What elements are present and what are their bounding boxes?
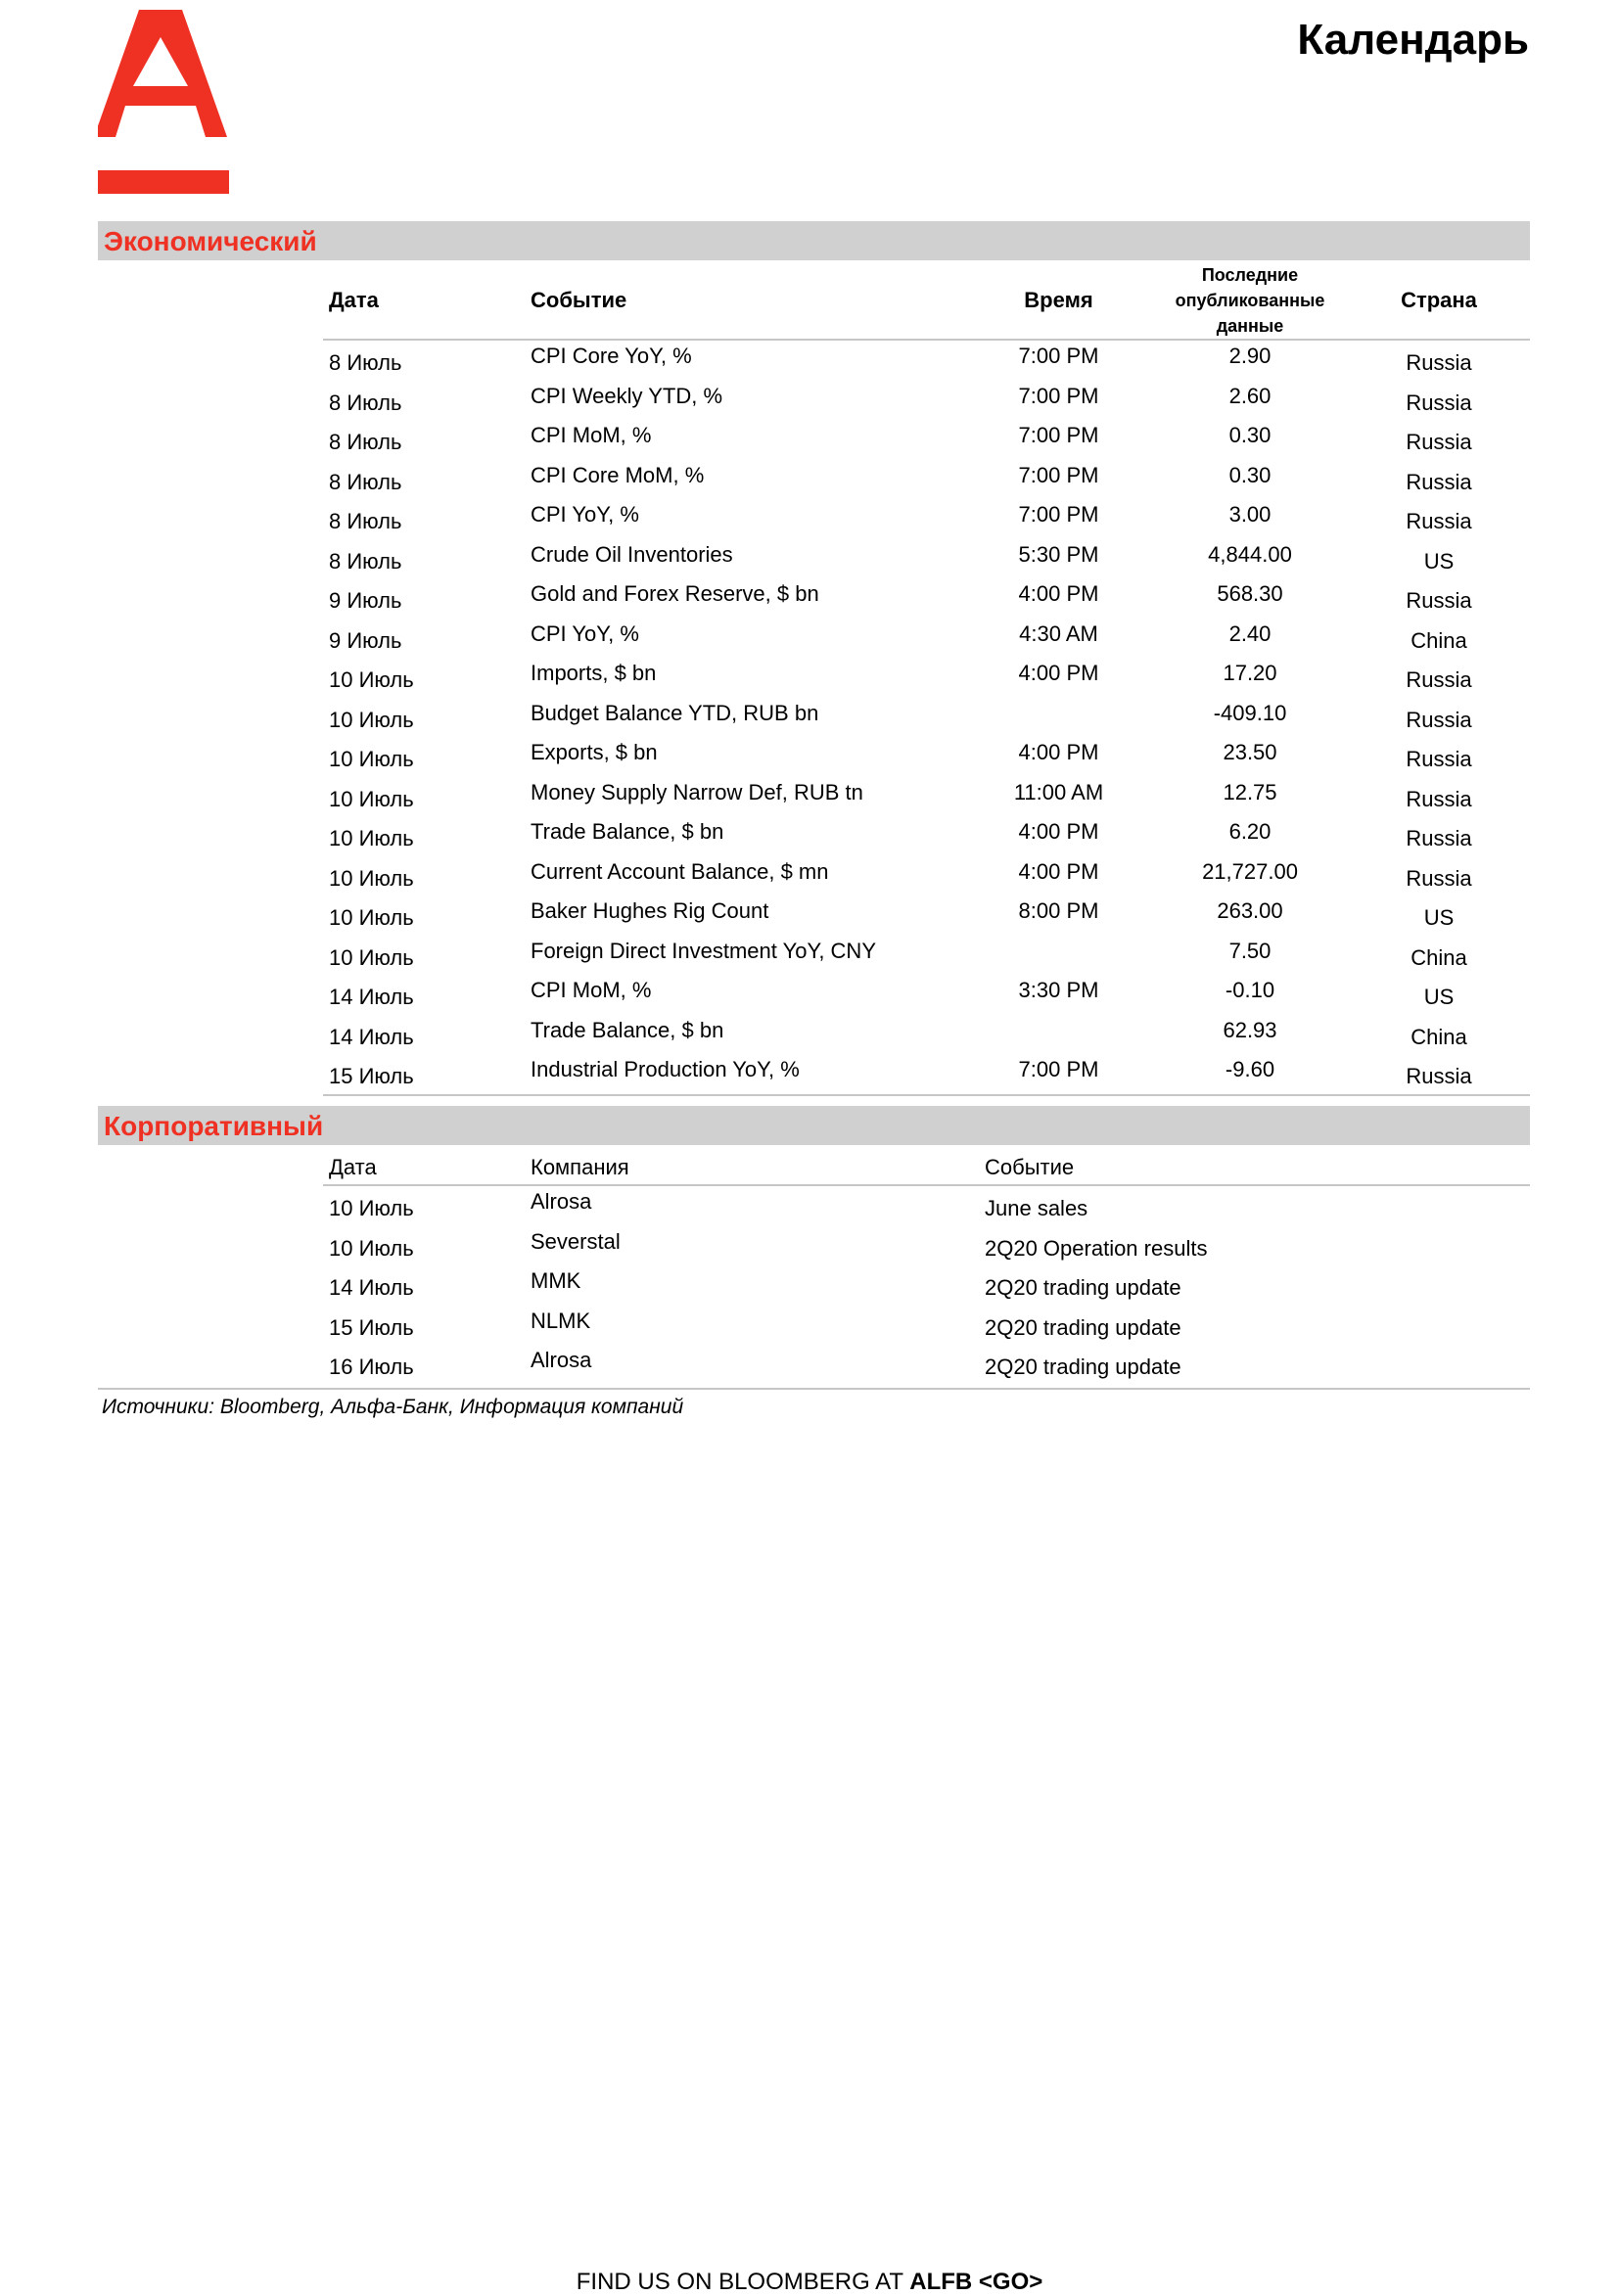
row-country: China xyxy=(1411,627,1467,653)
row-event: CPI YoY, % xyxy=(531,502,639,528)
row-last-value: 21,727.00 xyxy=(1202,858,1298,884)
row-last-value: 4,844.00 xyxy=(1208,541,1292,567)
row-time: 4:00 PM xyxy=(1018,858,1099,884)
row-time xyxy=(965,932,1152,972)
table-bottom-divider xyxy=(98,1388,1530,1390)
row-country: Russia xyxy=(1406,588,1472,614)
column-header-event: Событие xyxy=(525,262,965,340)
economic-header-row xyxy=(323,262,1530,340)
row-event: Crude Oil Inventories xyxy=(531,541,733,567)
row-country: Russia xyxy=(1406,350,1472,376)
table-row xyxy=(323,856,1530,896)
row-date: 10 Июль xyxy=(329,1196,414,1221)
row-date: 16 Июль xyxy=(329,1355,414,1380)
row-date: 8 Июль xyxy=(329,548,402,574)
row-time: 7:00 PM xyxy=(1018,383,1099,408)
row-time: 7:00 PM xyxy=(1018,462,1099,487)
row-date: 10 Июль xyxy=(329,826,414,851)
table-row xyxy=(323,1265,1530,1306)
row-country: Russia xyxy=(1406,469,1472,494)
row-last-value: 2.60 xyxy=(1228,383,1272,408)
row-date: 15 Июль xyxy=(329,1314,414,1340)
economic-section-header xyxy=(98,221,1530,260)
row-country: Russia xyxy=(1406,509,1472,534)
row-last-value: 62.93 xyxy=(1223,1017,1277,1042)
row-date: 8 Июль xyxy=(329,390,402,415)
row-country: Russia xyxy=(1406,747,1472,772)
row-company: Alrosa xyxy=(531,1189,592,1215)
row-company: Severstal xyxy=(531,1228,621,1254)
table-row xyxy=(323,975,1530,1015)
sources-note: Источники: Bloomberg, Альфа-Банк, Информация компаний xyxy=(102,1396,684,1418)
row-date: 8 Июль xyxy=(329,350,402,376)
table-row xyxy=(323,698,1530,738)
row-country: Russia xyxy=(1406,865,1472,891)
footer-text: FIND US ON BLOOMBERG AT xyxy=(576,2269,910,2295)
row-last-value: 0.30 xyxy=(1228,423,1272,448)
row-event: CPI Core MoM, % xyxy=(531,462,705,487)
table-row xyxy=(323,777,1530,817)
row-last-value: 6.20 xyxy=(1228,819,1272,845)
row-country: China xyxy=(1411,1024,1467,1049)
table-row xyxy=(323,499,1530,539)
row-time: 7:00 PM xyxy=(1018,502,1099,528)
row-event: CPI Core YoY, % xyxy=(531,344,692,369)
row-last-value: 263.00 xyxy=(1217,898,1283,924)
row-event: Gold and Forex Reserve, $ bn xyxy=(531,581,819,607)
table-row xyxy=(323,420,1530,460)
row-time: 8:00 PM xyxy=(1018,898,1099,924)
column-header-event: Событие xyxy=(979,1151,1530,1185)
row-event: Budget Balance YTD, RUB bn xyxy=(531,700,819,725)
row-time: 4:00 PM xyxy=(1018,661,1099,686)
row-country: US xyxy=(1423,905,1455,931)
row-event: Baker Hughes Rig Count xyxy=(531,898,769,924)
table-row xyxy=(323,1185,1530,1226)
row-date: 10 Июль xyxy=(329,944,414,970)
row-event: Trade Balance, $ bn xyxy=(531,1017,724,1042)
row-last-value: -9.60 xyxy=(1152,1050,1348,1091)
row-last-value: 3.00 xyxy=(1228,502,1272,528)
row-date: 8 Июль xyxy=(329,469,402,494)
row-company: NLMK xyxy=(531,1308,591,1333)
row-event: Foreign Direct Investment YoY, CNY xyxy=(531,938,876,963)
corporate-section-title: Корпоративный xyxy=(104,1111,324,1141)
row-country: US xyxy=(1423,985,1455,1010)
row-date: 10 Июль xyxy=(329,667,414,693)
row-event: CPI MoM, % xyxy=(531,978,652,1003)
row-date: 10 Июль xyxy=(329,707,414,732)
row-time: 4:00 PM xyxy=(1018,581,1099,607)
economic-calendar-table xyxy=(323,262,1530,1096)
row-date: 8 Июль xyxy=(329,509,402,534)
row-country: Russia xyxy=(1348,1057,1530,1098)
row-country: Russia xyxy=(1406,786,1472,811)
row-event: CPI MoM, % xyxy=(531,423,652,448)
table-row xyxy=(323,936,1530,976)
row-date: 9 Июль xyxy=(329,627,402,653)
page-title: Календарь xyxy=(1297,16,1529,64)
row-event: Industrial Production YoY, % xyxy=(525,1050,965,1091)
row-time: 5:30 PM xyxy=(1018,541,1099,567)
row-country: Russia xyxy=(1406,826,1472,851)
row-date: 14 Июль xyxy=(329,985,414,1010)
row-last-value: 2.40 xyxy=(1228,620,1272,646)
row-time xyxy=(965,694,1152,734)
row-event: 2Q20 Operation results xyxy=(985,1235,1208,1261)
table-row xyxy=(323,658,1530,698)
row-last-value: -0.10 xyxy=(1225,978,1275,1003)
row-date: 10 Июль xyxy=(329,905,414,931)
column-header-last-published: Последние опубликованные данные xyxy=(1152,262,1348,340)
row-time: 4:00 PM xyxy=(1018,740,1099,765)
table-row xyxy=(323,578,1530,619)
row-event: Exports, $ bn xyxy=(531,740,658,765)
row-last-value: 568.30 xyxy=(1217,581,1283,607)
row-date: 10 Июль xyxy=(329,786,414,811)
row-country: Russia xyxy=(1406,430,1472,455)
table-row xyxy=(323,340,1530,381)
row-time: 7:00 PM xyxy=(1018,344,1099,369)
row-last-value: 17.20 xyxy=(1223,661,1277,686)
row-date: 15 Июль xyxy=(323,1057,525,1098)
column-header-date: Дата xyxy=(323,262,525,340)
column-header-company: Компания xyxy=(525,1151,979,1185)
table-row xyxy=(323,1054,1530,1095)
table-row xyxy=(323,1306,1530,1346)
table-row xyxy=(323,1345,1530,1385)
row-country: Russia xyxy=(1406,667,1472,693)
row-event: CPI YoY, % xyxy=(531,620,639,646)
row-country: US xyxy=(1423,548,1455,574)
table-row xyxy=(323,1015,1530,1055)
row-date: 10 Июль xyxy=(329,865,414,891)
row-event: 2Q20 trading update xyxy=(985,1314,1181,1340)
column-header-country: Страна xyxy=(1348,262,1530,340)
alfa-bank-logo-icon xyxy=(98,10,231,198)
row-event: June sales xyxy=(985,1196,1088,1221)
row-time: 4:00 PM xyxy=(1018,819,1099,845)
table-row xyxy=(323,737,1530,777)
table-row xyxy=(323,1226,1530,1266)
table-row xyxy=(323,619,1530,659)
row-date: 10 Июль xyxy=(329,747,414,772)
row-last-value: -409.10 xyxy=(1213,700,1287,725)
row-time: 11:00 AM xyxy=(1013,779,1104,804)
row-event: Money Supply Narrow Def, RUB tn xyxy=(531,779,863,804)
row-event: 2Q20 trading update xyxy=(985,1355,1181,1380)
row-country: Russia xyxy=(1406,390,1472,415)
table-row xyxy=(323,460,1530,500)
table-row xyxy=(323,539,1530,579)
row-last-value: 12.75 xyxy=(1223,779,1277,804)
row-time: 4:30 AM xyxy=(1019,620,1098,646)
row-date: 8 Июль xyxy=(329,430,402,455)
row-date: 14 Июль xyxy=(329,1024,414,1049)
row-last-value: 7.50 xyxy=(1228,938,1272,963)
corporate-header-row xyxy=(323,1151,1530,1185)
table-row xyxy=(323,816,1530,856)
table-row xyxy=(323,381,1530,421)
row-time xyxy=(965,1011,1152,1051)
column-header-time: Время xyxy=(965,262,1152,340)
table-row xyxy=(323,895,1530,936)
row-time: 3:30 PM xyxy=(1018,978,1099,1003)
row-event: CPI Weekly YTD, % xyxy=(531,383,723,408)
row-event: Trade Balance, $ bn xyxy=(531,819,724,845)
row-company: MMK xyxy=(531,1268,581,1294)
row-date: 14 Июль xyxy=(329,1275,414,1301)
row-country: Russia xyxy=(1406,707,1472,732)
row-date: 10 Июль xyxy=(329,1235,414,1261)
row-event: 2Q20 trading update xyxy=(985,1275,1181,1301)
row-event: Current Account Balance, $ mn xyxy=(531,858,829,884)
row-last-value: 23.50 xyxy=(1223,740,1277,765)
footer-ticker: ALFB <GO> xyxy=(909,2269,1043,2295)
corporate-section-header xyxy=(98,1106,1530,1145)
row-company: Alrosa xyxy=(531,1348,592,1373)
row-country: China xyxy=(1411,944,1467,970)
row-time: 7:00 PM xyxy=(1018,423,1099,448)
footer xyxy=(0,2269,1619,2296)
row-time: 7:00 PM xyxy=(965,1050,1152,1091)
row-date: 9 Июль xyxy=(329,588,402,614)
column-header-date: Дата xyxy=(323,1151,525,1185)
row-last-value: 2.90 xyxy=(1228,344,1272,369)
row-event: Imports, $ bn xyxy=(531,661,657,686)
economic-section-title: Экономический xyxy=(104,226,317,256)
corporate-calendar-table xyxy=(323,1151,1530,1385)
row-last-value: 0.30 xyxy=(1228,462,1272,487)
